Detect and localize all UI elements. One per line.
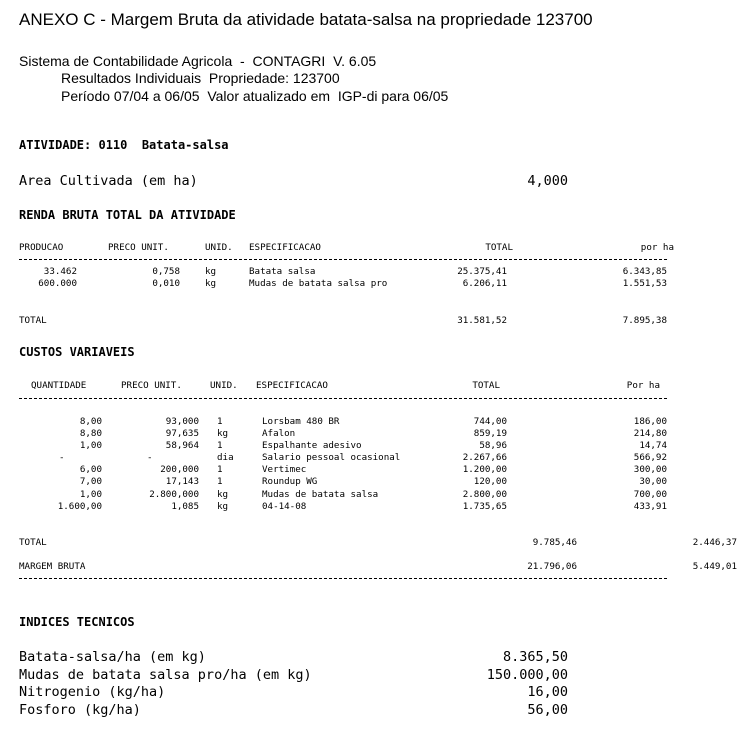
indices-section-title: INDICES TECNICOS	[19, 615, 135, 629]
list-item-label: Batata-salsa/ha (em kg)	[19, 649, 206, 665]
list-item-value: 56,00	[527, 702, 568, 718]
renda-col-producao: PRODUCAO	[19, 242, 64, 253]
activity-label: ATIVIDADE: 0110 Batata-salsa	[19, 138, 229, 152]
list-item-value: 16,00	[527, 684, 568, 700]
table-row-cell: 1.600,00	[57, 501, 102, 512]
table-row-cell: Mudas de batata salsa	[262, 489, 379, 500]
table-row-cell: 1.735,65	[462, 501, 507, 512]
system-line: Sistema de Contabilidade Agricola - CONTAGRI V. 6.05	[19, 53, 377, 69]
table-row-cell: 1	[217, 464, 223, 475]
table-row-cell: 1	[217, 440, 223, 451]
custos-col-unid: UNID.	[210, 380, 238, 391]
table-row-cell: -	[59, 452, 65, 463]
table-row-cell: Vertimec	[262, 464, 307, 475]
table-row-cell: 0,758	[152, 266, 180, 277]
margem-rule	[19, 578, 667, 579]
table-row-cell: -	[147, 452, 153, 463]
table-row-cell: Espalhante adesivo	[262, 440, 362, 451]
renda-col-espec: ESPECIFICACAO	[249, 242, 321, 253]
list-item-label: Fosforo (kg/ha)	[19, 702, 141, 718]
table-row-cell: 566,92	[633, 452, 667, 463]
table-row-cell: Salario pessoal ocasional	[262, 452, 401, 463]
table-row-cell: 8,00	[79, 416, 102, 427]
custos-col-espec: ESPECIFICACAO	[256, 380, 328, 391]
table-row-cell: 30,00	[639, 476, 667, 487]
table-row-cell: 6,00	[79, 464, 102, 475]
table-row-cell: 433,91	[633, 501, 667, 512]
table-row-cell: Afalon	[262, 428, 296, 439]
table-row-cell: 744,00	[473, 416, 507, 427]
table-row-cell: 700,00	[633, 489, 667, 500]
renda-col-unid: UNID.	[205, 242, 233, 253]
custos-total-label: TOTAL	[19, 537, 47, 548]
renda-total-per-ha: 7.895,38	[622, 315, 667, 326]
list-item-label: Nitrogenio (kg/ha)	[19, 684, 166, 700]
table-row-cell: 7,00	[79, 476, 102, 487]
table-row-cell: 58,96	[479, 440, 507, 451]
renda-header-rule	[19, 259, 667, 260]
table-row-cell: 33.462	[43, 266, 77, 277]
custos-header-rule	[19, 398, 667, 399]
table-row-cell: 1,085	[171, 501, 199, 512]
table-row-cell: kg	[205, 278, 217, 289]
table-row-cell: 600.000	[38, 278, 77, 289]
table-row-cell: 6.206,11	[462, 278, 507, 289]
table-row-cell: 97,635	[165, 428, 199, 439]
list-item-value: 150.000,00	[486, 667, 568, 683]
margem-value: 21.796,06	[527, 561, 577, 572]
table-row-cell: 1	[217, 476, 223, 487]
custos-total-value: 9.785,46	[532, 537, 577, 548]
table-row-cell: 6.343,85	[622, 266, 667, 277]
table-row-cell: 58,964	[165, 440, 199, 451]
renda-section-title: RENDA BRUTA TOTAL DA ATIVIDADE	[19, 208, 236, 222]
renda-col-total: TOTAL	[485, 242, 513, 253]
table-row-cell: kg	[217, 489, 229, 500]
table-row-cell: 25.375,41	[457, 266, 507, 277]
area-value: 4,000	[527, 173, 568, 189]
table-row-cell: 1,00	[79, 440, 102, 451]
table-row-cell: kg	[217, 428, 229, 439]
table-row-cell: 1	[217, 416, 223, 427]
table-row-cell: 186,00	[633, 416, 667, 427]
table-row-cell: kg	[217, 501, 229, 512]
renda-total-label: TOTAL	[19, 315, 47, 326]
table-row-cell: 859,19	[473, 428, 507, 439]
table-row-cell: dia	[217, 452, 234, 463]
table-row-cell: 300,00	[633, 464, 667, 475]
table-row-cell: Lorsbam 480 BR	[262, 416, 340, 427]
area-label: Area Cultivada (em ha)	[19, 173, 198, 189]
period-line: Período 07/04 a 06/05 Valor atualizado em IGP-di para 06/05	[61, 88, 449, 104]
table-row-cell: 1.551,53	[622, 278, 667, 289]
custos-section-title: CUSTOS VARIAVEIS	[19, 345, 135, 359]
margem-per-ha: 5.449,01	[692, 561, 737, 572]
table-row-cell: 200,000	[160, 464, 199, 475]
table-row-cell: 120,00	[473, 476, 507, 487]
table-row-cell: 17,143	[165, 476, 199, 487]
table-row-cell: 14,74	[639, 440, 667, 451]
list-item-label: Mudas de batata salsa pro/ha (em kg)	[19, 667, 312, 683]
table-row-cell: kg	[205, 266, 217, 277]
custos-col-preco: PRECO UNIT.	[121, 380, 182, 391]
table-row-cell: 93,000	[165, 416, 199, 427]
renda-col-porha: por ha	[640, 242, 674, 253]
custos-col-quantidade: QUANTIDADE	[31, 380, 87, 391]
table-row-cell: 2.800,00	[462, 489, 507, 500]
custos-col-porha: Por ha	[626, 380, 660, 391]
table-row-cell: 214,80	[633, 428, 667, 439]
custos-total-per-ha: 2.446,37	[692, 537, 737, 548]
table-row-cell: Roundup WG	[262, 476, 318, 487]
page-title: ANEXO C - Margem Bruta da atividade batata-salsa na propriedade 123700	[19, 10, 593, 29]
table-row-cell: Mudas de batata salsa pro	[249, 278, 388, 289]
table-row-cell: 1.200,00	[462, 464, 507, 475]
margem-label: MARGEM BRUTA	[19, 561, 86, 572]
table-row-cell: 1,00	[79, 489, 102, 500]
renda-total-value: 31.581,52	[457, 315, 507, 326]
table-row-cell: 2.267,66	[462, 452, 507, 463]
table-row-cell: 2.800,000	[149, 489, 199, 500]
custos-col-total: TOTAL	[472, 380, 500, 391]
renda-col-preco: PRECO UNIT.	[108, 242, 169, 253]
table-row-cell: 8,80	[79, 428, 102, 439]
table-row-cell: 04-14-08	[262, 501, 307, 512]
list-item-value: 8.365,50	[502, 649, 568, 665]
table-row-cell: 0,010	[152, 278, 180, 289]
results-line: Resultados Individuais Propriedade: 123700	[61, 70, 340, 86]
table-row-cell: Batata salsa	[249, 266, 316, 277]
